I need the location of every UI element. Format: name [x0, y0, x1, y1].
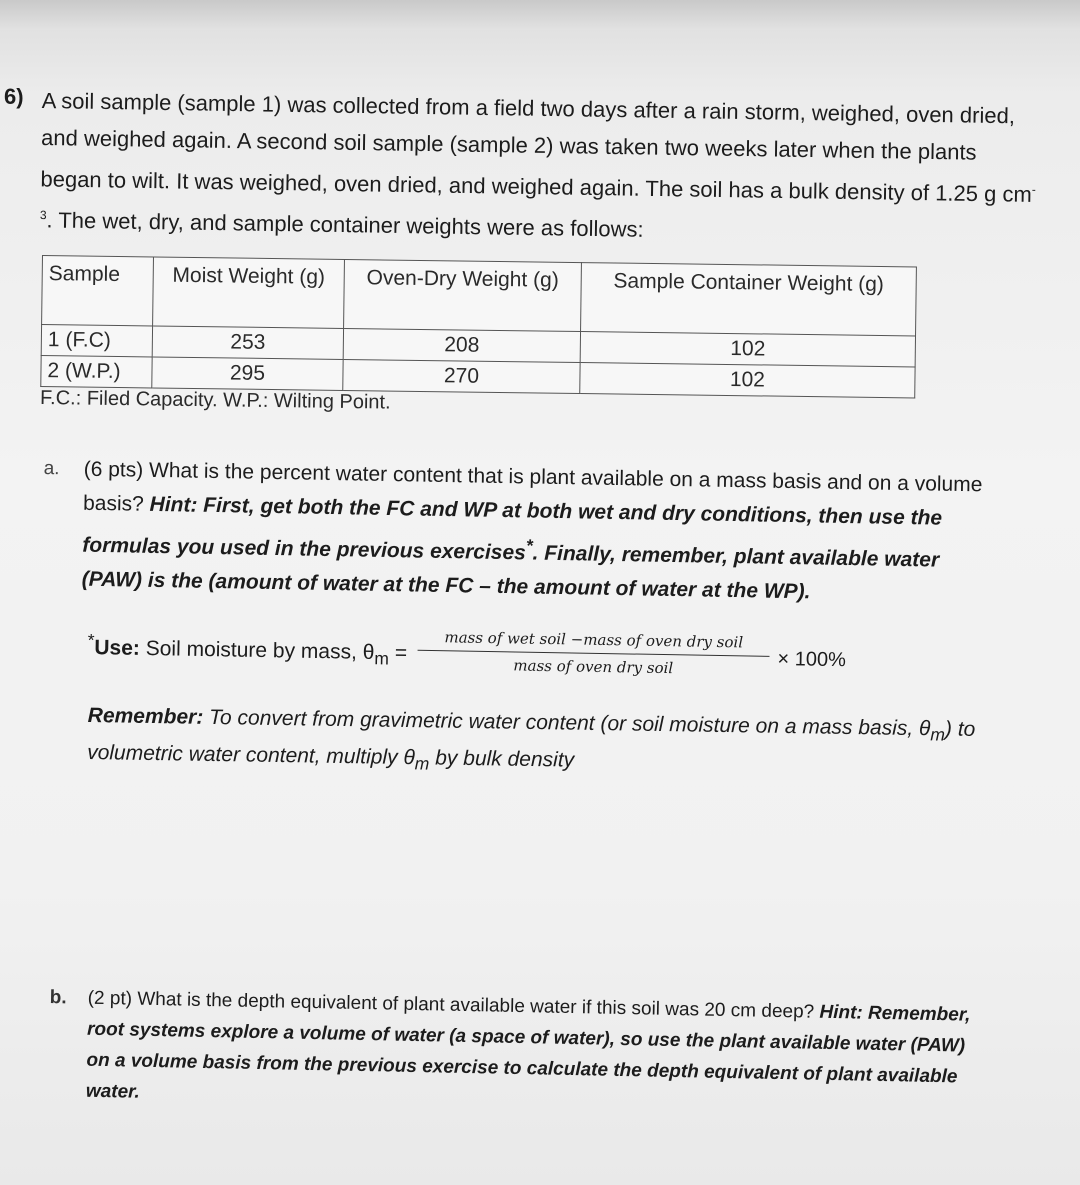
header-container-weight: Sample Container Weight (g) [581, 263, 917, 336]
part-a-hint [82, 493, 943, 604]
cell-oven-dry: 208 [343, 328, 580, 362]
part-b-label: b. [49, 986, 67, 1009]
moisture-formula [87, 622, 888, 706]
part-a-body [81, 453, 1003, 613]
remember-label: Remember: [87, 703, 204, 729]
remember-sub-2: m [414, 753, 430, 774]
formula-mark: * [87, 629, 95, 651]
cell-moist: 253 [152, 326, 343, 359]
remember-sub-1: m [930, 724, 946, 745]
unit-exponent: -3 [39, 182, 1036, 223]
question-text-part-2: . The wet, dry, and sample container weights were as follows: [46, 207, 644, 243]
part-b-body [86, 983, 980, 1124]
cell-sample: 2 (W.P.) [41, 355, 152, 387]
top-shadow-band [0, 0, 1080, 30]
part-b-question: (2 pt) What is the depth equivalent of plant available water if this soil was 20 cm deep? [87, 987, 815, 1023]
weights-table [40, 255, 917, 398]
formula-multiplier: × 100% [777, 648, 847, 672]
footnote-mark: * [525, 535, 533, 556]
formula-use-label: Use: [94, 636, 141, 660]
part-b [48, 982, 980, 1124]
header-moist-weight: Moist Weight (g) [153, 257, 345, 328]
part-a-hint-end: . Finally, remember, plant available water (PAW) is the (amount of water at the FC – the amount of water at the WP). [81, 541, 940, 604]
header-sample: Sample [42, 256, 154, 326]
remember-text-2: ) to volumetric water content, multiply θ [86, 717, 976, 770]
part-a [41, 452, 1003, 613]
cell-container: 102 [580, 363, 915, 398]
formula-numerator: mass of wet soil −mass of oven dry soil [418, 628, 770, 657]
part-a-label: a. [43, 457, 60, 480]
formula-denominator: mass of oven dry soil [513, 656, 674, 678]
cell-oven-dry: 270 [343, 359, 580, 393]
formula-use-text [87, 630, 407, 670]
weights-table-block [40, 255, 917, 421]
formula-description: Soil moisture by mass, θ [139, 636, 375, 665]
table-footnote: F.C.: Filed Capacity. W.P.: Wilting Point. [39, 386, 391, 414]
remember-note [87, 700, 1028, 789]
question-text-part-1: A soil sample (sample 1) was collected from a field two days after a rain storm, weighed, oven dried, and weighed again. A second soil sample (sample 2) was taken two weeks later when the plants began to wilt. It was weighed, oven dried, and weighed again. The soil has a bulk density of 1.25 g cm [40, 87, 1032, 207]
cell-moist: 295 [152, 357, 343, 390]
cell-sample: 1 (F.C) [41, 325, 152, 357]
header-oven-dry-weight: Oven-Dry Weight (g) [344, 259, 582, 331]
part-a-hint-start: Hint: First, get both the FC and WP at both wet and dry conditions, then use the formulas you used in the previous exercises [82, 492, 943, 565]
formula-fraction [417, 628, 770, 679]
part-b-hint: Hint: Remember, root systems explore a volume of water (a space of water), so use the plant available water (PAW) on a volume basis from the previous exercise to calculate the depth equivalent of plant available water. [85, 1001, 971, 1103]
part-a-question: (6 pts) What is the percent water content that is plant available on a mass basis and on a volume basis? [82, 457, 983, 516]
theta-subscript: m [374, 648, 390, 669]
question-number: 6) [4, 84, 24, 109]
equals-sign: = [388, 641, 408, 665]
table-header-row [42, 256, 917, 336]
question-text [40, 82, 1042, 254]
cell-container: 102 [580, 332, 915, 367]
remember-text-3: by bulk density [429, 746, 575, 772]
remember-text-1: To convert from gravimetric water content (or soil moisture on a mass basis, θ [203, 705, 931, 741]
